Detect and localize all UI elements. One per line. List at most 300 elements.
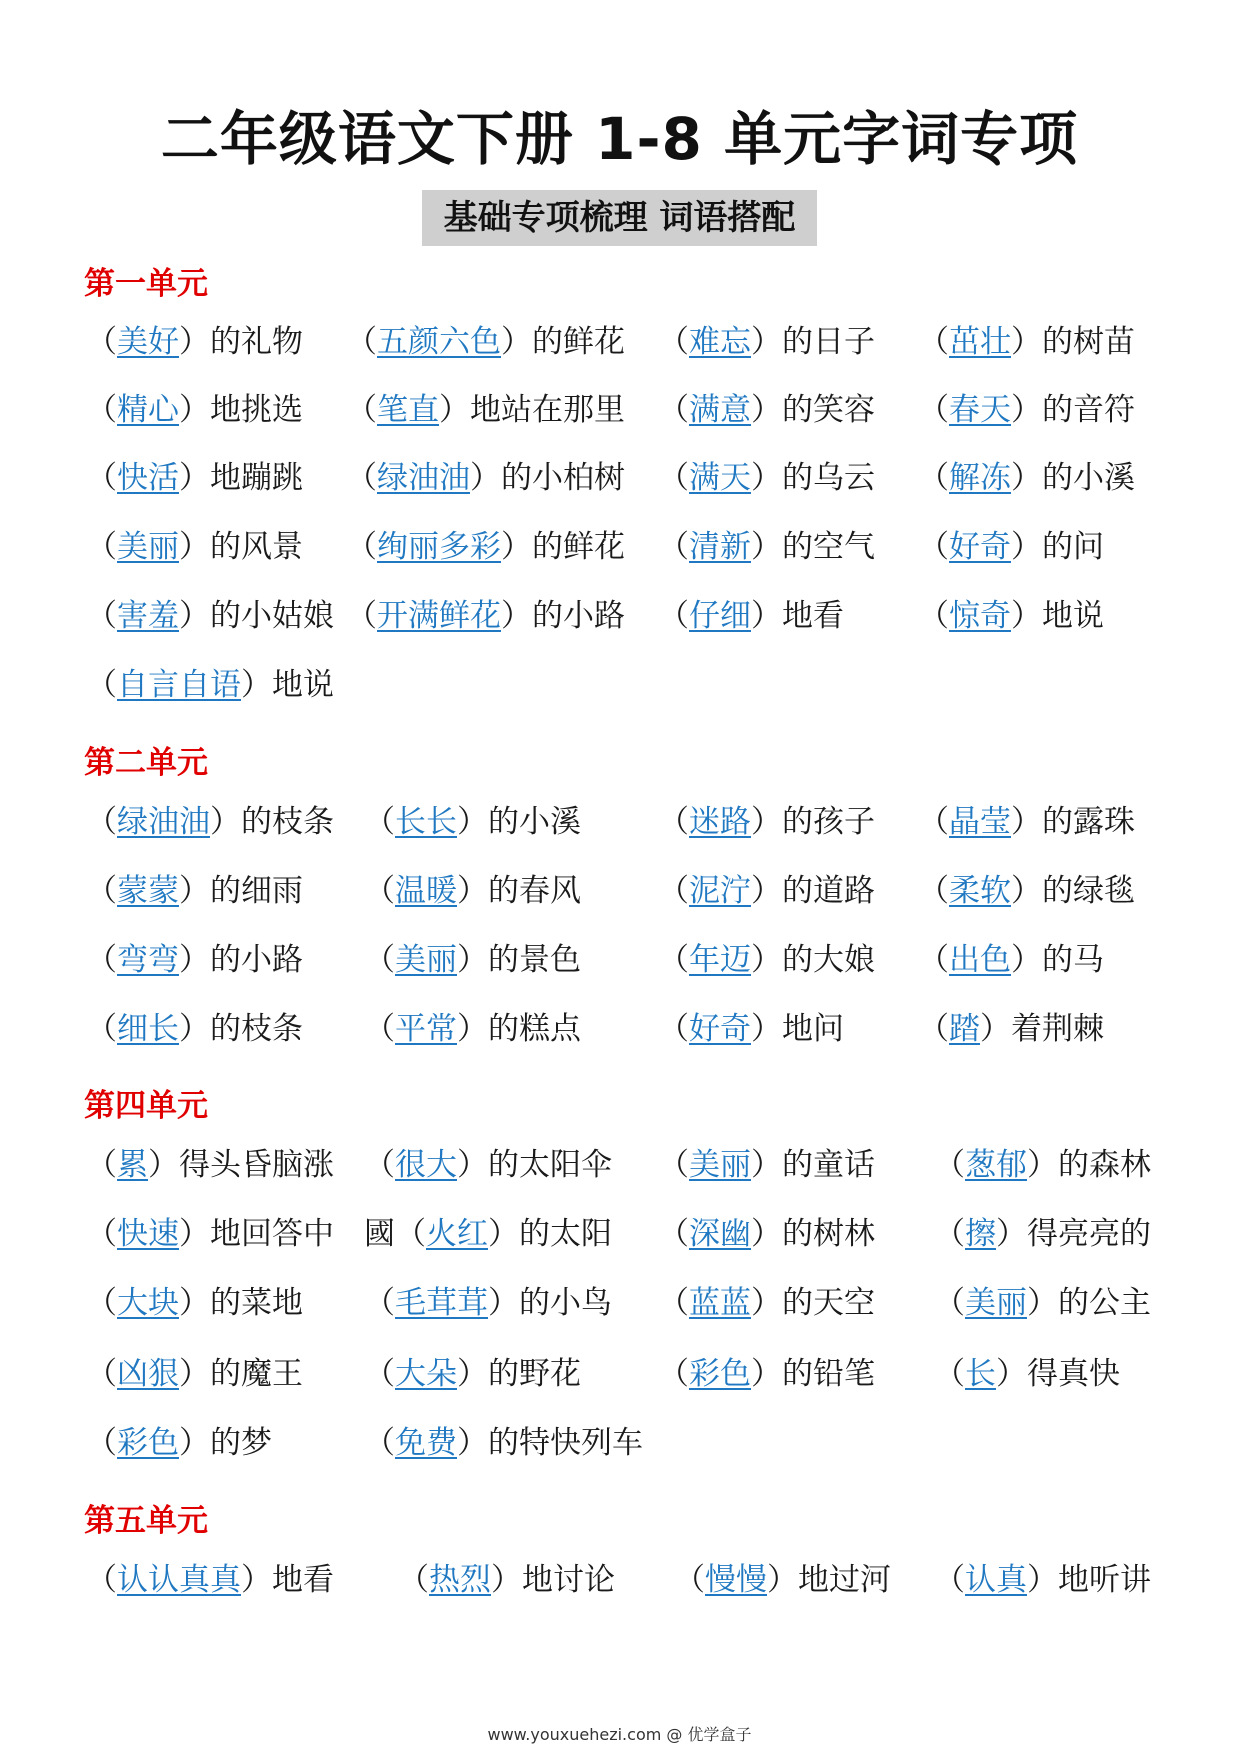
answer-word: 慢慢 [705,1562,767,1598]
phrase-suffix: 的音符 [1042,392,1135,428]
phrase-suffix: 的鲜花 [532,324,625,360]
phrase-suffix: 的笑容 [782,392,875,428]
open-paren: （ [658,598,689,634]
phrase-item [346,322,625,362]
open-paren: （ [86,1147,117,1183]
answer-word: 仔细 [689,598,751,634]
phrase-suffix: 的铅笔 [782,1356,875,1392]
phrase-item [934,1283,1151,1323]
open-paren: （ [86,1216,117,1252]
answer-word: 绿油油 [117,804,210,840]
open-paren: （ [918,1011,949,1047]
close-paren: ） [751,1011,782,1047]
close-paren: ） [179,392,210,428]
answer-word: 精心 [117,392,179,428]
answer-word: 美丽 [965,1285,1027,1321]
answer-word: 长长 [395,804,457,840]
answer-word: 春天 [949,392,1011,428]
answer-word: 认认真真 [117,1562,241,1598]
open-paren: （ [918,460,949,496]
open-paren: （ [918,598,949,634]
open-paren: （ [918,324,949,360]
answer-word: 美丽 [117,529,179,565]
close-paren: ） [148,1147,179,1183]
open-paren: （ [364,1011,395,1047]
open-paren: （ [658,392,689,428]
answer-word: 踏 [949,1011,980,1047]
phrase-item [918,802,1135,842]
answer-word: 好奇 [689,1011,751,1047]
open-paren: （ [918,529,949,565]
phrase-suffix: 地说 [1042,598,1104,634]
close-paren: ） [457,1425,488,1461]
answer-word: 害羞 [117,598,179,634]
answer-word: 出色 [949,942,1011,978]
answer-word: 蒙蒙 [117,873,179,909]
phrase-item [86,527,303,567]
open-paren: （ [364,942,395,978]
close-paren: ） [751,392,782,428]
phrase-prefix: 國 [364,1216,395,1252]
close-paren: ） [488,1285,519,1321]
open-paren: （ [86,392,117,428]
close-paren: ） [751,942,782,978]
phrase-item [918,940,1104,980]
close-paren: ） [457,942,488,978]
phrase-item [658,1145,875,1185]
close-paren: ） [751,1356,782,1392]
phrase-item [918,458,1135,498]
close-paren: ） [501,324,532,360]
open-paren: （ [86,529,117,565]
phrase-item [934,1354,1120,1394]
close-paren: ） [996,1356,1027,1392]
phrase-suffix: 得亮亮的 [1027,1216,1151,1252]
phrase-item [934,1145,1151,1185]
phrase-item [918,596,1104,636]
phrase-suffix: 地问 [782,1011,844,1047]
phrase-item [86,1009,303,1049]
answer-word: 绚丽多彩 [377,529,501,565]
phrase-item [86,1354,303,1394]
open-paren: （ [86,1011,117,1047]
answer-word: 晶莹 [949,804,1011,840]
close-paren: ） [457,873,488,909]
phrase-suffix: 地说 [272,667,334,703]
phrase-suffix: 的枝条 [210,1011,303,1047]
phrase-suffix: 的树林 [782,1216,875,1252]
phrase-suffix: 地蹦跳 [210,460,303,496]
answer-word: 满意 [689,392,751,428]
close-paren: ） [751,1216,782,1252]
close-paren: ） [210,804,241,840]
close-paren: ） [501,598,532,634]
open-paren: （ [934,1216,965,1252]
phrase-suffix: 的礼物 [210,324,303,360]
close-paren: ） [1011,804,1042,840]
phrase-item [658,527,875,567]
open-paren: （ [346,392,377,428]
close-paren: ） [1011,942,1042,978]
phrase-item [86,871,303,911]
open-paren: （ [658,529,689,565]
unit-title: 第一单元 [84,266,208,302]
subtitle-wrap [0,190,1239,246]
open-paren: （ [658,460,689,496]
phrase-item [86,1283,303,1323]
answer-word: 免费 [395,1425,457,1461]
phrase-item [346,390,625,430]
phrase-suffix: 得真快 [1027,1356,1120,1392]
answer-word: 笔直 [377,392,439,428]
close-paren: ） [751,324,782,360]
close-paren: ） [1011,460,1042,496]
close-paren: ） [491,1562,522,1598]
phrase-suffix: 地过河 [798,1562,891,1598]
open-paren: （ [918,804,949,840]
open-paren: （ [346,460,377,496]
close-paren: ） [996,1216,1027,1252]
answer-word: 快活 [117,460,179,496]
phrase-suffix: 的细雨 [210,873,303,909]
close-paren: ） [179,460,210,496]
close-paren: ） [457,1356,488,1392]
open-paren: （ [934,1356,965,1392]
open-paren: （ [658,324,689,360]
close-paren: ） [767,1562,798,1598]
phrase-item [364,1214,612,1254]
phrase-suffix: 的梦 [210,1425,272,1461]
open-paren: （ [86,667,117,703]
phrase-item [674,1560,891,1600]
answer-word: 弯弯 [117,942,179,978]
phrase-suffix: 地听讲 [1058,1562,1151,1598]
open-paren: （ [86,873,117,909]
close-paren: ） [241,1562,272,1598]
open-paren: （ [364,1425,395,1461]
phrase-item [658,458,875,498]
answer-word: 热烈 [429,1562,491,1598]
phrase-item [658,1354,875,1394]
open-paren: （ [658,1356,689,1392]
phrase-item [398,1560,615,1600]
open-paren: （ [658,804,689,840]
phrase-item [86,802,334,842]
phrase-item [86,596,334,636]
close-paren: ） [751,1147,782,1183]
answer-word: 美丽 [395,942,457,978]
phrase-suffix: 的鲜花 [532,529,625,565]
phrase-suffix: 的小溪 [488,804,581,840]
phrase-suffix: 的大娘 [782,942,875,978]
phrase-suffix: 的太阳 [519,1216,612,1252]
open-paren: （ [658,1147,689,1183]
phrase-item [346,458,625,498]
close-paren: ） [1011,873,1042,909]
phrase-item [918,871,1135,911]
phrase-item [658,596,844,636]
answer-word: 凶狠 [117,1356,179,1392]
open-paren: （ [86,1285,117,1321]
close-paren: ） [179,598,210,634]
open-paren: （ [398,1562,429,1598]
phrase-suffix: 的枝条 [241,804,334,840]
close-paren: ） [501,529,532,565]
phrase-item [918,390,1135,430]
close-paren: ） [179,324,210,360]
phrase-suffix: 地看 [272,1562,334,1598]
phrase-item [658,1009,844,1049]
close-paren: ） [488,1216,519,1252]
unit-title: 第五单元 [84,1503,208,1539]
answer-word: 累 [117,1147,148,1183]
answer-word: 彩色 [689,1356,751,1392]
phrase-suffix: 地讨论 [522,1562,615,1598]
phrase-suffix: 地回答中 [210,1216,334,1252]
phrase-item [658,1214,875,1254]
phrase-item [364,1145,612,1185]
phrase-suffix: 的小溪 [1042,460,1135,496]
phrase-suffix: 的风景 [210,529,303,565]
answer-word: 年迈 [689,942,751,978]
phrase-item [934,1560,1151,1600]
close-paren: ） [179,1011,210,1047]
answer-word: 毛茸茸 [395,1285,488,1321]
phrase-suffix: 的特快列车 [488,1425,643,1461]
phrase-suffix: 的春风 [488,873,581,909]
answer-word: 美丽 [689,1147,751,1183]
close-paren: ） [751,460,782,496]
close-paren: ） [457,804,488,840]
phrase-item [86,665,334,705]
phrase-suffix: 的小姑娘 [210,598,334,634]
phrase-item [364,1423,643,1463]
phrase-item [364,802,581,842]
phrase-item [364,871,581,911]
phrase-suffix: 的绿毯 [1042,873,1135,909]
phrase-suffix: 的乌云 [782,460,875,496]
phrase-item [658,322,875,362]
phrase-item [918,527,1104,567]
phrase-suffix: 的魔王 [210,1356,303,1392]
open-paren: （ [86,1562,117,1598]
close-paren: ） [1027,1147,1058,1183]
phrase-item [658,871,875,911]
phrase-item [658,1283,875,1323]
open-paren: （ [86,460,117,496]
phrase-item [364,1009,581,1049]
open-paren: （ [86,942,117,978]
answer-word: 柔软 [949,873,1011,909]
close-paren: ） [751,529,782,565]
open-paren: （ [934,1285,965,1321]
answer-word: 泥泞 [689,873,751,909]
answer-word: 迷路 [689,804,751,840]
open-paren: （ [346,598,377,634]
phrase-item [346,527,625,567]
phrase-item [346,596,625,636]
answer-word: 彩色 [117,1425,179,1461]
answer-word: 大块 [117,1285,179,1321]
phrase-suffix: 地看 [782,598,844,634]
answer-word: 擦 [965,1216,996,1252]
phrase-item [86,1560,334,1600]
phrase-suffix: 的小路 [210,942,303,978]
close-paren: ） [751,598,782,634]
phrase-suffix: 的太阳伞 [488,1147,612,1183]
open-paren: （ [364,1147,395,1183]
answer-word: 温暖 [395,873,457,909]
open-paren: （ [86,598,117,634]
open-paren: （ [918,392,949,428]
phrase-item [86,390,303,430]
phrase-suffix: 的景色 [488,942,581,978]
open-paren: （ [658,1285,689,1321]
close-paren: ） [179,1216,210,1252]
close-paren: ） [439,392,470,428]
phrase-item [86,1423,272,1463]
open-paren: （ [346,529,377,565]
answer-word: 葱郁 [965,1147,1027,1183]
close-paren: ） [241,667,272,703]
phrase-item [86,458,303,498]
phrase-suffix: 的公主 [1058,1285,1151,1321]
phrase-suffix: 的道路 [782,873,875,909]
phrase-item [658,802,875,842]
close-paren: ） [179,1425,210,1461]
phrase-suffix: 的森林 [1058,1147,1151,1183]
unit-title: 第二单元 [84,745,208,781]
answer-word: 平常 [395,1011,457,1047]
open-paren: （ [658,873,689,909]
close-paren: ） [457,1011,488,1047]
answer-word: 蓝蓝 [689,1285,751,1321]
phrase-item [934,1214,1151,1254]
phrase-suffix: 的小鸟 [519,1285,612,1321]
answer-word: 深幽 [689,1216,751,1252]
answer-word: 细长 [117,1011,179,1047]
close-paren: ） [1027,1562,1058,1598]
phrase-suffix: 的小路 [532,598,625,634]
phrase-suffix: 得头昏脑涨 [179,1147,334,1183]
open-paren: （ [658,1216,689,1252]
phrase-item [658,940,875,980]
answer-word: 开满鲜花 [377,598,501,634]
phrase-suffix: 地挑选 [210,392,303,428]
close-paren: ） [751,804,782,840]
close-paren: ） [470,460,501,496]
close-paren: ） [1011,392,1042,428]
answer-word: 自言自语 [117,667,241,703]
close-paren: ） [1027,1285,1058,1321]
phrase-suffix: 的树苗 [1042,324,1135,360]
open-paren: （ [364,804,395,840]
phrase-item [918,1009,1104,1049]
answer-word: 满天 [689,460,751,496]
phrase-item [918,322,1135,362]
phrase-suffix: 的马 [1042,942,1104,978]
open-paren: （ [918,942,949,978]
answer-word: 五颜六色 [377,324,501,360]
unit-title: 第四单元 [84,1088,208,1124]
open-paren: （ [674,1562,705,1598]
open-paren: （ [658,1011,689,1047]
answer-word: 快速 [117,1216,179,1252]
open-paren: （ [86,1356,117,1392]
answer-word: 绿油油 [377,460,470,496]
answer-word: 火红 [426,1216,488,1252]
answer-word: 清新 [689,529,751,565]
open-paren: （ [918,873,949,909]
subtitle: 基础专项梳理 词语搭配 [422,190,818,246]
close-paren: ） [751,873,782,909]
phrase-suffix: 的问 [1042,529,1104,565]
phrase-suffix: 的菜地 [210,1285,303,1321]
close-paren: ） [179,529,210,565]
answer-word: 认真 [965,1562,1027,1598]
phrase-item [86,1145,334,1185]
close-paren: ） [751,1285,782,1321]
answer-word: 很大 [395,1147,457,1183]
close-paren: ） [179,942,210,978]
phrase-suffix: 的天空 [782,1285,875,1321]
open-paren: （ [86,804,117,840]
answer-word: 解冻 [949,460,1011,496]
phrase-suffix: 的露珠 [1042,804,1135,840]
phrase-suffix: 地站在那里 [470,392,625,428]
phrase-suffix: 的糕点 [488,1011,581,1047]
footer: www.youxuehezi.com @ 优学盒子 [487,1725,752,1744]
open-paren: （ [934,1147,965,1183]
close-paren: ） [179,1356,210,1392]
phrase-item [364,1354,581,1394]
phrase-item [86,1214,334,1254]
open-paren: （ [86,324,117,360]
close-paren: ） [1011,598,1042,634]
phrase-item [86,322,303,362]
open-paren: （ [658,942,689,978]
close-paren: ） [179,873,210,909]
phrase-suffix: 的童话 [782,1147,875,1183]
phrase-suffix: 的野花 [488,1356,581,1392]
phrase-suffix: 的小柏树 [501,460,625,496]
close-paren: ） [179,1285,210,1321]
phrase-suffix: 的日子 [782,324,875,360]
answer-word: 美好 [117,324,179,360]
open-paren: （ [364,1285,395,1321]
page-title: 二年级语文下册 1-8 单元字词专项 [160,105,1079,173]
phrase-suffix: 的空气 [782,529,875,565]
close-paren: ） [1011,324,1042,360]
phrase-item [364,940,581,980]
answer-word: 好奇 [949,529,1011,565]
answer-word: 长 [965,1356,996,1392]
open-paren: （ [346,324,377,360]
answer-word: 茁壮 [949,324,1011,360]
phrase-item [364,1283,612,1323]
open-paren: （ [364,1356,395,1392]
phrase-item [86,940,303,980]
phrase-suffix: 着荆棘 [1011,1011,1104,1047]
open-paren: （ [364,873,395,909]
close-paren: ） [980,1011,1011,1047]
open-paren: （ [934,1562,965,1598]
phrase-item [658,390,875,430]
open-paren: （ [86,1425,117,1461]
answer-word: 惊奇 [949,598,1011,634]
open-paren: （ [395,1216,426,1252]
answer-word: 难忘 [689,324,751,360]
